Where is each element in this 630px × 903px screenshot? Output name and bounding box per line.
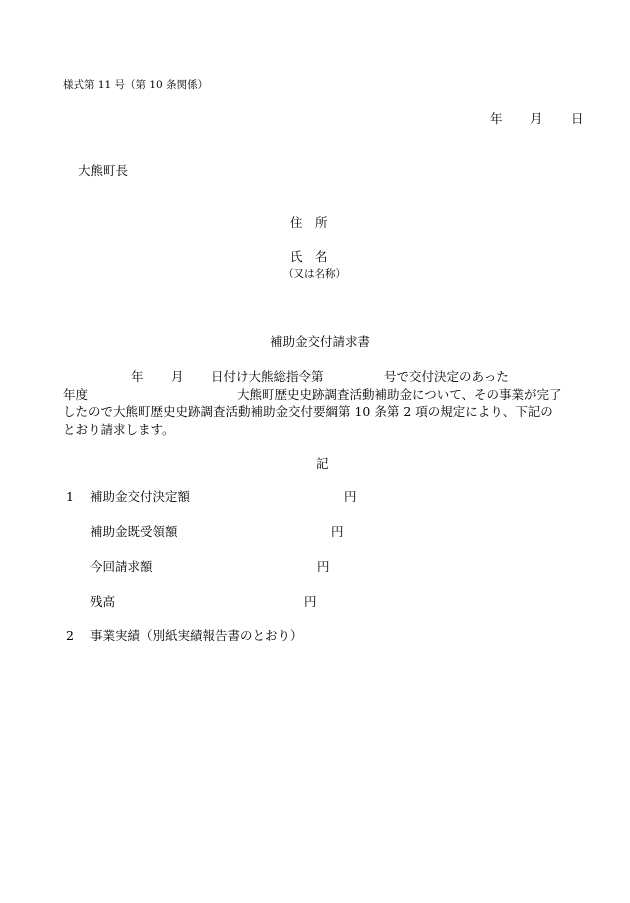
item3-unit: 円	[317, 559, 330, 574]
item1-unit: 円	[344, 489, 357, 504]
addressee: 大熊町長	[78, 163, 129, 178]
applicant-name-label: 氏 名	[290, 249, 328, 264]
item4-label: 残高	[90, 594, 116, 609]
body-line4: とおり請求します。	[63, 422, 175, 437]
item5-number: 2	[66, 628, 74, 643]
body-line2-fiscal-year: 年度	[63, 387, 89, 402]
document-title: 補助金交付請求書	[270, 334, 371, 349]
item5-label: 事業実績（別紙実績報告書のとおり）	[90, 628, 303, 643]
date-year-label: 年	[490, 111, 503, 126]
item1-label: 補助金交付決定額	[90, 489, 191, 504]
body-line1-year: 年	[131, 369, 144, 384]
item2-label: 補助金既受領額	[90, 524, 178, 539]
form-number: 様式第 11 号（第 10 条関係）	[63, 79, 209, 91]
applicant-name-note: （又は名称）	[283, 268, 346, 280]
body-line2-rest: 大熊町歴史史跡調査活動補助金について、その事業が完了	[237, 387, 562, 402]
body-line1-rest: 日付け大熊総指令第	[211, 369, 324, 384]
item2-unit: 円	[331, 524, 344, 539]
body-line1-number-suffix: 号で交付決定のあった	[384, 369, 509, 384]
date-month-label: 月	[530, 111, 543, 126]
item1-number: 1	[66, 489, 74, 504]
item3-label: 今回請求額	[90, 559, 153, 574]
body-line1-month: 月	[171, 369, 184, 384]
body-line3: したので大熊町歴史史跡調査活動補助金交付要綱第 10 条第 2 項の規定により、下記の	[63, 404, 553, 419]
item4-unit: 円	[304, 594, 317, 609]
applicant-address-label: 住 所	[290, 215, 328, 230]
date-day-label: 日	[571, 111, 584, 126]
ki-heading: 記	[316, 456, 329, 471]
